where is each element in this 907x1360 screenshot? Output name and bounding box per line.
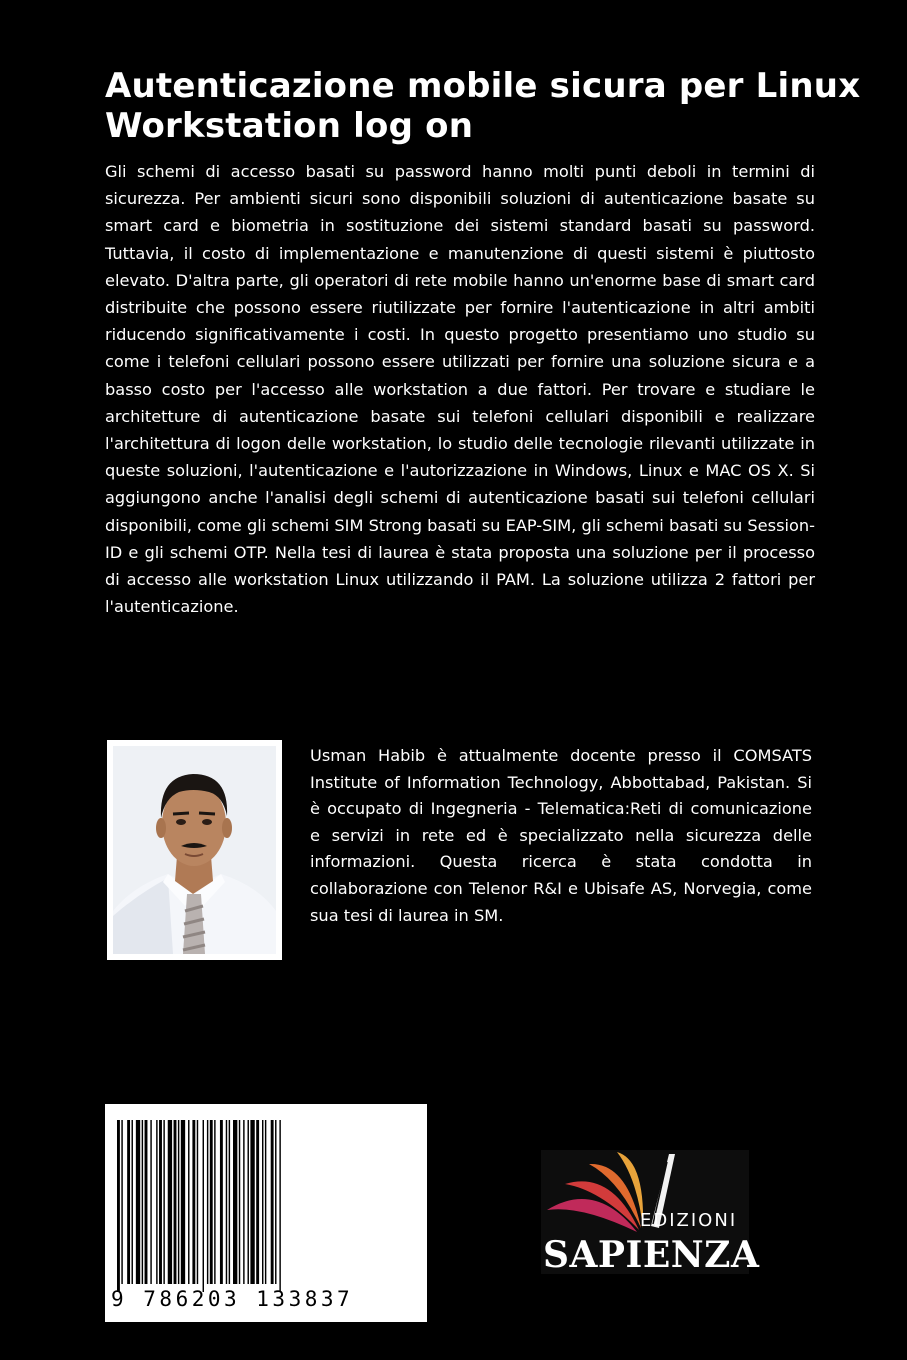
- author-portrait-illustration: [113, 746, 276, 954]
- author-biography: Usman Habib è attualmente docente presso il COMSATS Institute of Information Technology, Abbottabad, Pakistan. Si è occupato di Ingegneria - Telematica:Reti di comunicazione e servizi in rete ed è specializzato nella sicurezza delle informazioni. Questa ricerca è stata condotta in collaborazione con Telenor R&I e Ubisafe AS, Norvegia, come sua tesi di laurea in SM.: [310, 746, 812, 925]
- book-title: Autenticazione mobile sicura per Linux Workstation log on: [105, 66, 861, 146]
- publisher-logo: [541, 1150, 760, 1276]
- book-abstract: Gli schemi di accesso basati su password hanno molti punti deboli in termini di sicurezza. Per ambienti sicuri sono disponibili soluzioni di autenticazione basate su smart card e biometria in sostituzione dei sistemi standard basati su password. Tuttavia, il costo di implementazione e manutenzione di questi sistemi è piuttosto elevato. D'altra parte, gli operatori di rete mobile hanno un'enorme base di smart card distribuite che possono essere riutilizzate per fornire l'autenticazione in altri ambiti riducendo significativamente i costi. In questo progetto presentiamo uno studio su come i telefoni cellulari possono essere utilizzati per fornire una soluzione sicura e a basso costo per l'accesso alle workstation a due fattori. Per trovare e studiare le architetture di autenticazione basate sui telefoni cellulari disponibili e realizzare l'architettura di logon delle workstation, lo studio delle tecnologie rilevanti utilizzate in queste soluzioni, l'autenticazione e l'autorizzazione in Windows, Linux e MAC OS X. Si aggiungono anche l'analisi degli schemi di autenticazione basati sui telefoni cellulari disponibili, come gli schemi SIM Strong basati su EAP-SIM, gli schemi basati su Session-ID e gli schemi OTP. Nella tesi di laurea è stata proposta una soluzione per il processo di accesso alle workstation Linux utilizzando il PAM. La soluzione utilizza 2 fattori per l'autenticazione.: [105, 162, 815, 617]
- publisher-imprint: EDIZIONI: [640, 1210, 738, 1231]
- publisher-name: SAPIENZA: [543, 1234, 760, 1276]
- isbn-number: 9 786203 133837: [111, 1287, 354, 1311]
- author-photo: [107, 740, 282, 960]
- isbn-barcode: [105, 1104, 427, 1322]
